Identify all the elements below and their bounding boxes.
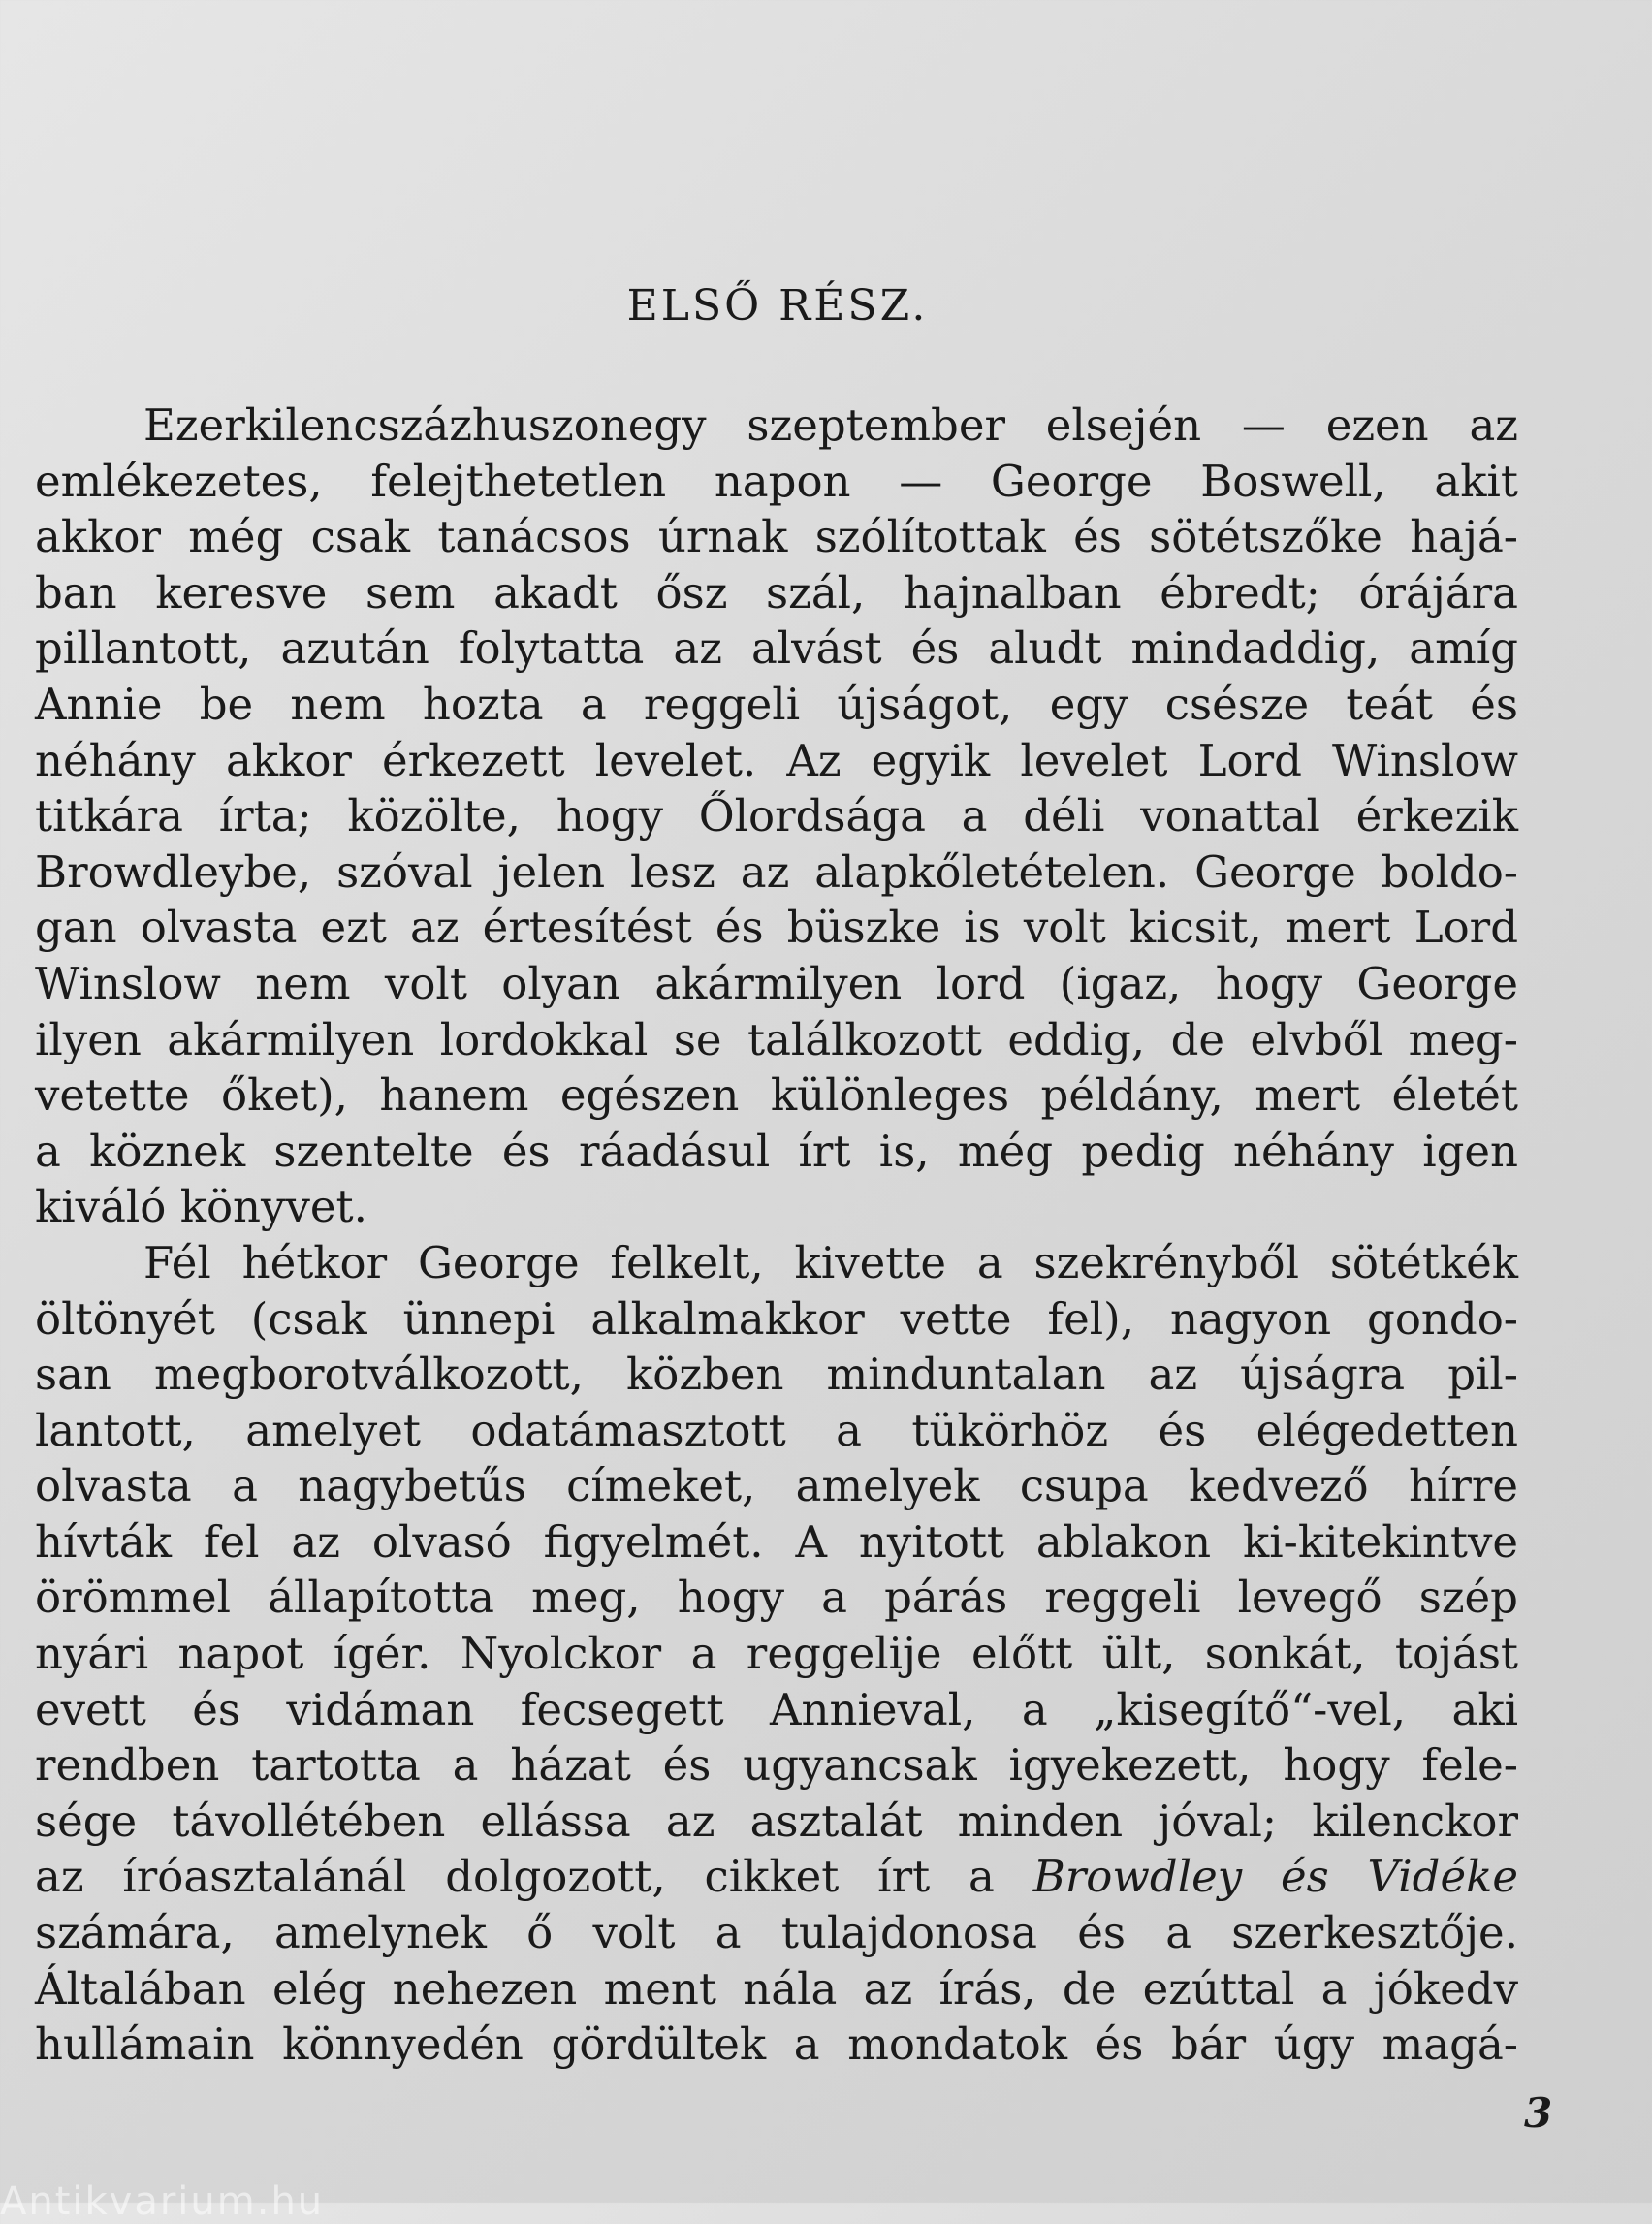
text-line: rendben tartotta a házat és ugyancsak igyekezett, hogy fele- bbox=[35, 1739, 1518, 1792]
text-line: a köznek szentelte és ráadásul írt is, még pedig néhány igen bbox=[35, 1125, 1518, 1177]
text-line: néhány akkor érkezett levelet. Az egyik levelet Lord Winslow bbox=[35, 734, 1518, 786]
text-line: Ezerkilencszázhuszonegy szeptember elsején — ezen az bbox=[143, 399, 1518, 451]
text-line: számára, amelynek ő volt a tulajdonosa és a szerkesztője. bbox=[35, 1907, 1518, 1959]
text-line: az íróasztalánál dolgozott, cikket írt a Browdley és Vidéke bbox=[35, 1851, 1518, 1903]
text-line: ilyen akármilyen lordokkal se találkozott eddig, de elvből meg- bbox=[35, 1013, 1518, 1065]
chapter-title: ELSŐ RÉSZ. bbox=[626, 281, 929, 331]
text-line: Fél hétkor George felkelt, kivette a szekrényből sötétkék bbox=[143, 1236, 1518, 1288]
text-line: hullámain könnyedén gördültek a mondatok és bár úgy magá- bbox=[35, 2018, 1518, 2071]
watermark: Antikvarium.hu bbox=[0, 2179, 325, 2224]
text-line: vetette őket), hanem egészen különleges példány, mert életét bbox=[35, 1069, 1518, 1122]
text-line: kiváló könyvet. bbox=[35, 1181, 367, 1233]
text-line: gan olvasta ezt az értesítést és büszke is volt kicsit, mert Lord bbox=[35, 902, 1518, 954]
text-line: Winslow nem volt olyan akármilyen lord (igaz, hogy George bbox=[35, 957, 1518, 1009]
text-line: hívták fel az olvasó figyelmét. A nyitott ablakon ki-kitekintve bbox=[35, 1515, 1518, 1568]
text-line: nyári napot ígér. Nyolckor a reggelije előtt ült, sonkát, tojást bbox=[35, 1628, 1518, 1680]
text-line: öltönyét (csak ünnepi alkalmakkor vette fel), nagyon gondo- bbox=[35, 1292, 1518, 1345]
page-number: 3 bbox=[1524, 2089, 1553, 2137]
text-line: san megborotválkozott, közben minduntalan az újságra pil- bbox=[35, 1349, 1518, 1401]
text-line: ban keresve sem akadt ősz szál, hajnalban ébredt; órájára bbox=[35, 566, 1518, 619]
text-line: titkára írta; közölte, hogy Őlordsága a déli vonattal érkezik bbox=[35, 790, 1518, 842]
text-line: akkor még csak tanácsos úrnak szólítottak és sötétszőke hajá- bbox=[35, 511, 1518, 563]
text-line: sége távollétében ellássa az asztalát minden jóval; kilenckor bbox=[35, 1795, 1518, 1847]
periodical-title: Browdley és Vidéke bbox=[1032, 1851, 1518, 1903]
text-line: lantott, amelyet odatámasztott a tükörhöz és elégedetten bbox=[35, 1404, 1518, 1456]
text-line: olvasta a nagybetűs címeket, amelyek csupa kedvező hírre bbox=[35, 1460, 1518, 1512]
body-text bbox=[35, 397, 1518, 2073]
text-line: Annie be nem hozta a reggeli újságot, egy csésze teát és bbox=[35, 678, 1518, 730]
text-line: emlékezetes, felejthetetlen napon — George Boswell, akit bbox=[35, 455, 1518, 507]
text-line: Browdleybe, szóval jelen lesz az alapkőletételen. George boldo- bbox=[35, 845, 1518, 898]
text-line: örömmel állapította meg, hogy a párás reggeli levegő szép bbox=[35, 1572, 1518, 1624]
text-line: Általában elég nehezen ment nála az írás, de ezúttal a jókedv bbox=[35, 1962, 1518, 2015]
text-line: pillantott, azután folytatta az alvást és aludt mindaddig, amíg bbox=[35, 622, 1518, 675]
text-line: evett és vidáman fecsegett Annieval, a „kisegítő“-vel, aki bbox=[35, 1683, 1518, 1735]
